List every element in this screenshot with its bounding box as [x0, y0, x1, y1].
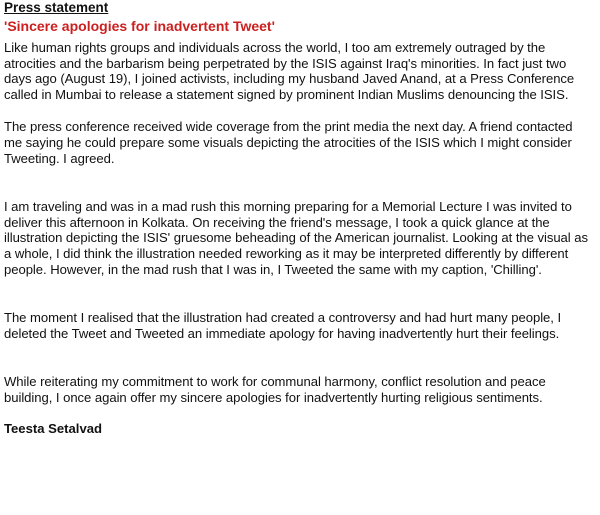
document-title: 'Sincere apologies for inadvertent Tweet'	[4, 18, 275, 34]
paragraph-5: While reiterating my commitment to work for communal harmony, conflict resolution and peace building, I once again offer my sincere apologies for inadvertently hurting religious sentiments.	[4, 374, 546, 405]
paragraph-3: I am traveling and was in a mad rush this morning preparing for a Memorial Lecture I was invited to deliver this afternoon in Kolkata. On receiving the friend's message, I took a quick glance at the illustration depicting the ISIS' gruesome beheading of the American journalist. Looking at the visual as a whole, I did think the illustration needed reworking as it may be interpreted differently by different people. However, in the mad rush that I was in, I Tweeted the same with my caption, 'Chilling'.	[4, 199, 588, 277]
paragraph-2: The press conference received wide coverage from the print media the next day. A friend contacted me saying he could prepare some visuals depicting the atrocities of the ISIS which I might consider Tweeting. I agreed.	[4, 119, 573, 166]
paragraph-4: The moment I realised that the illustration had created a controversy and had hurt many people, I deleted the Tweet and Tweeted an immediate apology for having inadvertently hurt their feelings.	[4, 310, 562, 341]
signature: Teesta Setalvad	[4, 420, 103, 436]
document-label: Press statement	[4, 0, 109, 15]
paragraph-1: Like human rights groups and individuals across the world, I too am extremely outraged by the atrocities and the barbarism being perpetrated by the ISIS against Iraq's minorities. In fact just two days ago (August 19), I joined activists, including my husband Javed Anand, at a Press Conference called in Mumbai to release a statement signed by prominent Indian Muslims denouncing the ISIS.	[4, 40, 575, 102]
